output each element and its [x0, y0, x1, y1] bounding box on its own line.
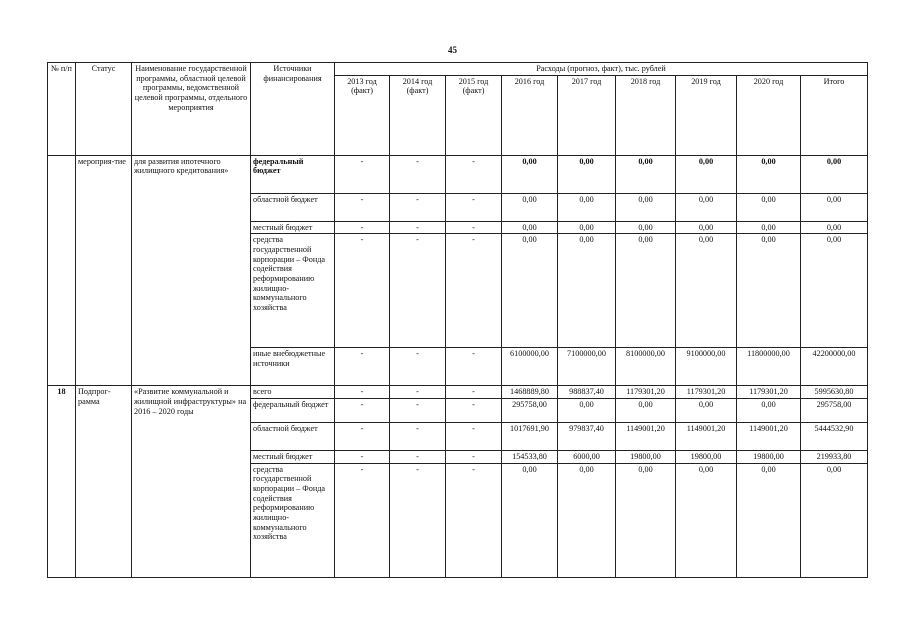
row-name: «Развитие коммунальной и жилищной инфраструктуры» на 2016 – 2020 годы [132, 386, 251, 577]
cell-value: 19800,00 [676, 451, 737, 464]
cell-value: - [390, 423, 446, 451]
row-status: Подпрог-рамма [76, 386, 132, 577]
cell-value: 0,00 [676, 234, 737, 348]
cell-value: 19800,00 [737, 451, 801, 464]
cell-value: 0,00 [502, 221, 558, 234]
header-num: № п/п [48, 63, 76, 156]
cell-value: 0,00 [558, 193, 616, 221]
cell-value: - [390, 155, 446, 193]
cell-value: 11800000,00 [737, 348, 801, 386]
row-num: 18 [48, 386, 76, 577]
cell-value: 0,00 [616, 193, 676, 221]
cell-value: - [390, 399, 446, 423]
row-num [48, 155, 76, 386]
cell-value: - [390, 451, 446, 464]
cell-value: 0,00 [558, 399, 616, 423]
cell-value: - [335, 463, 390, 577]
source-label: средства государственной корпорации – Фонда содействия реформированию жилищно-коммунального хозяйства [251, 234, 335, 348]
page-number: 45 [448, 45, 457, 55]
cell-value: - [446, 234, 502, 348]
source-label: федеральный бюджет [251, 155, 335, 193]
cell-value: - [446, 451, 502, 464]
cell-value: - [335, 234, 390, 348]
cell-value: 0,00 [502, 193, 558, 221]
header-expenses: Расходы (прогноз, факт), тыс. рублей [335, 63, 868, 76]
cell-value: 1149001,20 [737, 423, 801, 451]
cell-value: 5995630,80 [801, 386, 868, 399]
header-sources: Источники финансирования [251, 63, 335, 156]
cell-value: 1149001,20 [676, 423, 737, 451]
row-name: для развития ипотечного жилищного кредитования» [132, 155, 251, 386]
cell-value: 0,00 [558, 155, 616, 193]
cell-value: - [446, 193, 502, 221]
cell-value: 154533,80 [502, 451, 558, 464]
header-year-2018: 2018 год [616, 75, 676, 155]
source-label: всего [251, 386, 335, 399]
header-total: Итого [801, 75, 868, 155]
cell-value: - [335, 348, 390, 386]
cell-value: 1017691,90 [502, 423, 558, 451]
cell-value: 0,00 [737, 463, 801, 577]
cell-value: 0,00 [676, 193, 737, 221]
header-status: Статус [76, 63, 132, 156]
cell-value: 0,00 [737, 193, 801, 221]
cell-value: 0,00 [616, 399, 676, 423]
cell-value: - [446, 348, 502, 386]
cell-value: 1179301,20 [616, 386, 676, 399]
table-row [48, 386, 868, 399]
cell-value: - [446, 155, 502, 193]
cell-value: 1179301,20 [676, 386, 737, 399]
cell-value: 0,00 [676, 155, 737, 193]
cell-value: 5444532,90 [801, 423, 868, 451]
header-name: Наименование государственной программы, областной целевой программы, ведомственной целевой программы, отдельного мероприятия [132, 63, 251, 156]
cell-value: - [390, 348, 446, 386]
source-label: федеральный бюджет [251, 399, 335, 423]
cell-value: - [390, 193, 446, 221]
cell-value: 0,00 [616, 221, 676, 234]
cell-value: 0,00 [801, 463, 868, 577]
cell-value: - [335, 221, 390, 234]
header-year-2013: 2013 год (факт) [335, 75, 390, 155]
cell-value: 0,00 [801, 193, 868, 221]
cell-value: 19800,00 [616, 451, 676, 464]
cell-value: 0,00 [558, 221, 616, 234]
cell-value: 0,00 [737, 221, 801, 234]
source-label: местный бюджет [251, 451, 335, 464]
cell-value: 0,00 [676, 221, 737, 234]
header-year-2017: 2017 год [558, 75, 616, 155]
cell-value: 0,00 [558, 234, 616, 348]
cell-value: - [390, 221, 446, 234]
cell-value: - [335, 399, 390, 423]
source-label: областной бюджет [251, 193, 335, 221]
cell-value: 1149001,20 [616, 423, 676, 451]
cell-value: 0,00 [801, 221, 868, 234]
source-label: иные внебюджетные источники [251, 348, 335, 386]
cell-value: 0,00 [676, 463, 737, 577]
cell-value: 0,00 [737, 234, 801, 348]
header-year-2016: 2016 год [502, 75, 558, 155]
cell-value: 0,00 [616, 155, 676, 193]
cell-value: 295758,00 [801, 399, 868, 423]
cell-value: 9100000,00 [676, 348, 737, 386]
header-row-1 [48, 63, 868, 76]
cell-value: - [390, 463, 446, 577]
row-status: мероприя-тие [76, 155, 132, 386]
cell-value: 0,00 [801, 155, 868, 193]
cell-value: 0,00 [737, 399, 801, 423]
cell-value: - [446, 386, 502, 399]
cell-value: 0,00 [502, 155, 558, 193]
cell-value: - [335, 451, 390, 464]
cell-value: - [390, 386, 446, 399]
cell-value: - [446, 399, 502, 423]
source-label: средства государственной корпорации – Фонда содействия реформированию жилищно-коммунального хозяйства [251, 463, 335, 577]
cell-value: 6000,00 [558, 451, 616, 464]
cell-value: 0,00 [676, 399, 737, 423]
cell-value: 219933,80 [801, 451, 868, 464]
cell-value: 0,00 [737, 155, 801, 193]
cell-value: - [335, 193, 390, 221]
source-label: местный бюджет [251, 221, 335, 234]
cell-value: 8100000,00 [616, 348, 676, 386]
cell-value: 0,00 [502, 234, 558, 348]
cell-value: - [446, 463, 502, 577]
cell-value: 42200000,00 [801, 348, 868, 386]
table-row [48, 155, 868, 193]
cell-value: - [335, 423, 390, 451]
cell-value: 0,00 [502, 463, 558, 577]
cell-value: 1179301,20 [737, 386, 801, 399]
cell-value: - [446, 423, 502, 451]
cell-value: 0,00 [616, 234, 676, 348]
header-year-2020: 2020 год [737, 75, 801, 155]
cell-value: - [335, 155, 390, 193]
source-label: областной бюджет [251, 423, 335, 451]
header-year-2014: 2014 год (факт) [390, 75, 446, 155]
cell-value: - [446, 221, 502, 234]
cell-value: 979837,40 [558, 423, 616, 451]
cell-value: - [335, 386, 390, 399]
cell-value: 295758,00 [502, 399, 558, 423]
cell-value: 7100000,00 [558, 348, 616, 386]
cell-value: - [390, 234, 446, 348]
header-year-2015: 2015 год (факт) [446, 75, 502, 155]
cell-value: 0,00 [616, 463, 676, 577]
cell-value: 988837,40 [558, 386, 616, 399]
cell-value: 6100000,00 [502, 348, 558, 386]
financing-table [47, 62, 868, 578]
header-year-2019: 2019 год [676, 75, 737, 155]
cell-value: 0,00 [558, 463, 616, 577]
cell-value: 0,00 [801, 234, 868, 348]
cell-value: 1468889,80 [502, 386, 558, 399]
